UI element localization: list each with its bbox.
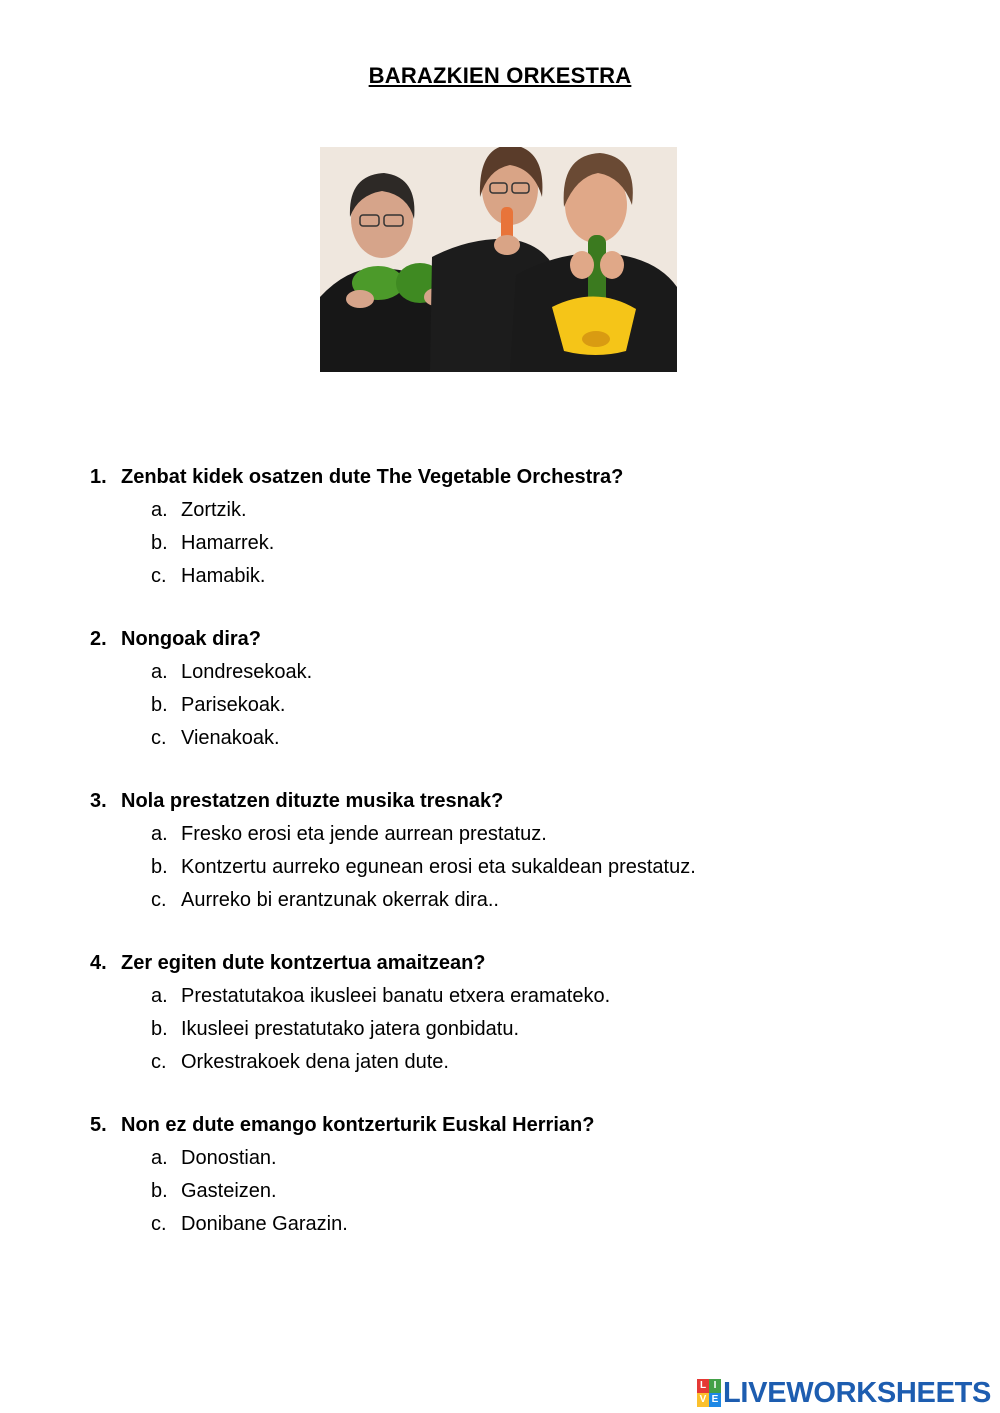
answer-option[interactable] (90, 1175, 950, 1208)
answer-option[interactable] (90, 560, 950, 593)
question-heading (90, 948, 950, 980)
option-letter: b. (151, 1018, 168, 1040)
option-letter: b. (151, 1180, 168, 1202)
question-heading (90, 462, 950, 494)
option-letter: b. (151, 856, 168, 878)
answer-option[interactable] (90, 527, 950, 560)
question-text: Nola prestatzen dituzte musika tresnak? (121, 790, 504, 812)
option-text: Hamabik. (181, 565, 266, 587)
question-number: 4. (90, 952, 107, 974)
question-list (90, 462, 950, 1272)
question-heading (90, 786, 950, 818)
option-letter: a. (151, 661, 168, 683)
option-text: Ikusleei prestatutako jatera gonbidatu. (181, 1018, 519, 1040)
liveworksheets-logo[interactable] (697, 1377, 991, 1409)
option-text: Donostian. (181, 1147, 277, 1169)
logo-mark-letter: I (709, 1379, 721, 1393)
question-2 (90, 624, 950, 755)
option-letter: a. (151, 1147, 168, 1169)
option-text: Aurreko bi erantzunak okerrak dira.. (181, 889, 499, 911)
option-letter: c. (151, 565, 167, 587)
option-letter: a. (151, 985, 168, 1007)
option-text: Londresekoak. (181, 661, 313, 683)
option-letter: a. (151, 823, 168, 845)
answer-option[interactable] (90, 494, 950, 527)
option-letter: c. (151, 1213, 167, 1235)
option-text: Parisekoak. (181, 694, 286, 716)
question-heading (90, 624, 950, 656)
liveworksheets-logo-icon (697, 1379, 721, 1407)
option-text: Prestatutakoa ikusleei banatu etxera eramateko. (181, 985, 611, 1007)
answer-option[interactable] (90, 980, 950, 1013)
answer-option[interactable] (90, 1208, 950, 1241)
answer-option[interactable] (90, 689, 950, 722)
question-heading (90, 1110, 950, 1142)
answer-option[interactable] (90, 1142, 950, 1175)
question-text: Zer egiten dute kontzertua amaitzean? (121, 952, 486, 974)
question-4 (90, 948, 950, 1079)
option-letter: a. (151, 499, 168, 521)
option-letter: b. (151, 532, 168, 554)
page-title: BARAZKIEN ORKESTRA (368, 63, 632, 88)
question-number: 1. (90, 466, 107, 488)
answer-option[interactable] (90, 1013, 950, 1046)
option-text: Vienakoak. (181, 727, 280, 749)
question-text: Nongoak dira? (121, 628, 262, 650)
logo-mark-letter: E (709, 1393, 721, 1407)
question-number: 2. (90, 628, 107, 650)
logo-mark-letter: L (697, 1379, 709, 1393)
question-number: 5. (90, 1114, 107, 1136)
option-letter: c. (151, 1051, 167, 1073)
option-text: Zortzik. (181, 499, 247, 521)
question-1 (90, 462, 950, 593)
answer-option[interactable] (90, 851, 950, 884)
answer-option[interactable] (90, 656, 950, 689)
option-text: Orkestrakoek dena jaten dute. (181, 1051, 449, 1073)
option-text: Hamarrek. (181, 532, 275, 554)
option-text: Kontzertu aurreko egunean erosi eta sukaldean prestatuz. (181, 856, 696, 878)
answer-option[interactable] (90, 818, 950, 851)
answer-option[interactable] (90, 722, 950, 755)
question-text: Non ez dute emango kontzerturik Euskal Herrian? (121, 1114, 595, 1136)
option-letter: c. (151, 727, 167, 749)
question-number: 3. (90, 790, 107, 812)
photo-illustration (320, 147, 677, 372)
answer-option[interactable] (90, 884, 950, 917)
musicians-with-vegetables-photo (320, 147, 677, 372)
question-3 (90, 786, 950, 917)
question-5 (90, 1110, 950, 1241)
question-text: Zenbat kidek osatzen dute The Vegetable Orchestra? (121, 466, 624, 488)
option-text: Fresko erosi eta jende aurrean prestatuz. (181, 823, 547, 845)
logo-mark-letter: V (697, 1393, 709, 1407)
option-text: Donibane Garazin. (181, 1213, 348, 1235)
option-text: Gasteizen. (181, 1180, 277, 1202)
logo-text: LIVEWORKSHEETS (723, 1376, 992, 1409)
answer-option[interactable] (90, 1046, 950, 1079)
option-letter: b. (151, 694, 168, 716)
option-letter: c. (151, 889, 167, 911)
